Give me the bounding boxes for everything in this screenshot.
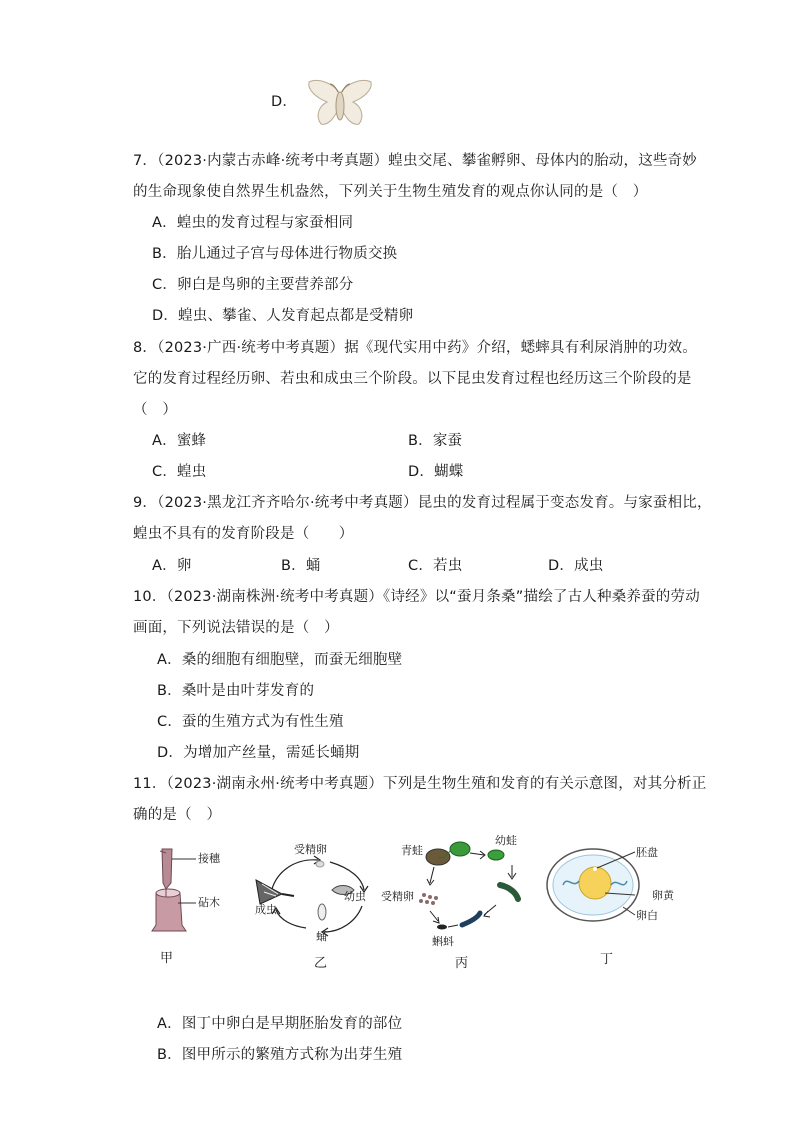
label-pupa: 蛹	[316, 930, 327, 943]
q10-option-c: C．蚕的生殖方式为有性生殖	[157, 714, 344, 730]
q8-option-d: D．蝴蝶	[408, 464, 464, 480]
q10-option-d: D．为增加产丝量，需延长蛹期	[157, 745, 360, 761]
q8-stem-line3: （ ）	[133, 402, 178, 418]
caption-bing: 丙	[455, 956, 469, 971]
label-adult: 成虫	[255, 903, 277, 916]
label-scion: 接穗	[198, 852, 220, 865]
q10-stem-line1: 10．（2023·湖南株洲·统考中考真题）《诗经》以“蚕月条桑”描绘了古人种桑养蚕的劳动	[133, 589, 700, 605]
label-young-frog: 幼蛙	[495, 834, 517, 847]
label-larva: 幼虫	[344, 890, 366, 903]
label-stock: 砧木	[198, 896, 220, 909]
q9-option-d: D．成虫	[548, 558, 604, 574]
q11-option-a: A．图丁中卵白是早期胚胎发育的部位	[157, 1016, 403, 1032]
q8-option-c: C．蝗虫	[152, 464, 207, 480]
q9-option-b: B．蛹	[281, 558, 321, 574]
q9-stem-line1: 9．（2023·黑龙江齐齐哈尔·统考中考真题）昆虫的发育过程属于变态发育。与家蚕相比，	[133, 495, 712, 511]
label-tadpole: 蝌蚪	[432, 935, 454, 948]
q9-option-c: C．若虫	[408, 558, 463, 574]
label-frog: 青蛙	[401, 844, 423, 857]
caption-jia: 甲	[160, 951, 174, 966]
q8-option-b: B．家蚕	[408, 433, 463, 449]
q11-stem-line1: 11．（2023·湖南永州·统考中考真题）下列是生物生殖和发育的有关示意图，对其分析正	[133, 776, 707, 792]
scion-pointer-line	[172, 858, 198, 860]
q7-option-d: D．蝗虫、攀雀、人发育起点都是受精卵	[152, 308, 414, 324]
q9-stem-line2: 蝗虫不具有的发育阶段是（ ）	[133, 526, 354, 542]
q8-stem-line2: 它的发育过程经历卵、若虫和成虫三个阶段。以下昆虫发育过程也经历这三个阶段的是	[133, 371, 692, 387]
q11-option-b: B．图甲所示的繁殖方式称为出芽生殖	[157, 1047, 403, 1063]
caption-yi: 乙	[314, 956, 328, 971]
label-fertilized-egg: 受精卵	[294, 843, 327, 856]
q7-option-a: A．蝗虫的发育过程与家蚕相同	[152, 215, 354, 231]
label-frog-egg: 受精卵	[381, 890, 414, 903]
q9-option-a: A．卵	[152, 558, 192, 574]
q7-stem-line2: 的生命现象使自然界生机盎然，下列关于生物生殖发育的观点你认同的是（ ）	[133, 184, 648, 200]
q7-stem-line1: 7．（2023·内蒙古赤峰·统考中考真题）蝗虫交尾、攀雀孵卵、母体内的胎动，这些奇妙	[133, 153, 697, 169]
q10-option-b: B．桑叶是由叶芽发育的	[157, 683, 315, 699]
label-yolk: 卵黄	[652, 889, 674, 902]
q8-stem-line1: 8．（2023·广西·统考中考真题）据《现代实用中药》介绍，蟋蟀具有利尿消肿的功效。	[133, 340, 697, 356]
label-albumen: 卵白	[636, 909, 658, 922]
moth-icon	[305, 76, 375, 130]
q10-stem-line2: 画面，下列说法错误的是（ ）	[133, 620, 339, 636]
q7-option-c: C．卵白是鸟卵的主要营养部分	[152, 277, 354, 293]
q11-stem-line2: 确的是（ ）	[133, 807, 222, 823]
q7-option-b: B．胎儿通过子宫与母体进行物质交换	[152, 246, 398, 262]
label-germinal-disc: 胚盘	[636, 846, 658, 859]
q8-option-a: A．蜜蜂	[152, 433, 207, 449]
q10-option-a: A．桑的细胞有细胞壁，而蚕无细胞壁	[157, 652, 403, 668]
q6-option-d-label: D．	[271, 94, 298, 110]
caption-ding: 丁	[600, 952, 614, 967]
stock-pointer-line	[178, 902, 198, 904]
